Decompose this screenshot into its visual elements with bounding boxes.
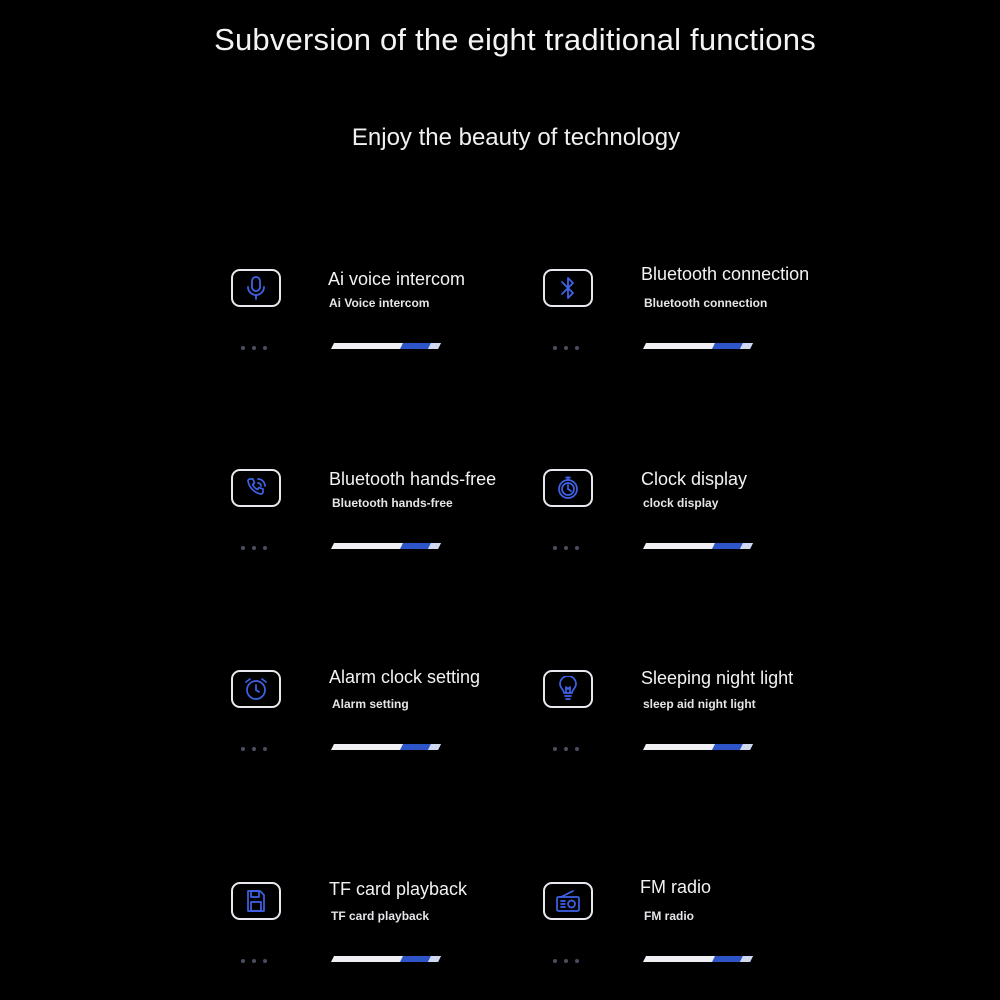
feature-alarm-clock-setting bbox=[231, 667, 531, 780]
progress-bar-decoration bbox=[331, 343, 441, 349]
feature-description: Bluetooth connection bbox=[644, 296, 768, 310]
pagination-dots bbox=[241, 747, 267, 751]
light-bulb-icon bbox=[543, 670, 593, 708]
feature-description: clock display bbox=[643, 496, 719, 510]
progress-bar-decoration bbox=[331, 744, 441, 750]
pagination-dots bbox=[553, 546, 579, 550]
feature-bluetooth-connection bbox=[543, 264, 843, 379]
bluetooth-icon bbox=[543, 269, 593, 307]
feature-name: Bluetooth connection bbox=[641, 264, 810, 284]
feature-name: Alarm clock setting bbox=[329, 667, 481, 687]
microphone-icon bbox=[231, 269, 281, 307]
feature-name: FM radio bbox=[640, 877, 712, 897]
feature-description: TF card playback bbox=[331, 909, 430, 923]
feature-name: Ai voice intercom bbox=[328, 269, 466, 289]
page-title: Subversion of the eight traditional functions bbox=[214, 22, 816, 57]
progress-bar-decoration bbox=[643, 956, 753, 962]
feature-name: Clock display bbox=[641, 469, 748, 489]
feature-clock-display bbox=[543, 469, 843, 579]
pagination-dots bbox=[241, 959, 267, 963]
feature-description: FM radio bbox=[644, 909, 694, 923]
progress-bar-decoration bbox=[643, 543, 753, 549]
feature-bluetooth-hands-free bbox=[231, 469, 531, 579]
feature-sleeping-night-light bbox=[543, 670, 843, 780]
feature-tf-card-playback bbox=[231, 879, 531, 992]
radio-icon bbox=[543, 882, 593, 920]
pagination-dots bbox=[241, 346, 267, 350]
sd-card-icon bbox=[231, 882, 281, 920]
progress-bar-decoration bbox=[331, 956, 441, 962]
feature-description: Bluetooth hands-free bbox=[332, 496, 453, 510]
feature-name: Sleeping night light bbox=[641, 668, 794, 688]
stopwatch-icon bbox=[543, 469, 593, 507]
feature-ai-voice-intercom bbox=[231, 269, 531, 379]
progress-bar-decoration bbox=[331, 543, 441, 549]
feature-description: Ai Voice intercom bbox=[329, 296, 430, 310]
pagination-dots bbox=[553, 747, 579, 751]
feature-name: Bluetooth hands-free bbox=[329, 469, 497, 489]
pagination-dots bbox=[241, 546, 267, 550]
phone-call-icon bbox=[231, 469, 281, 507]
feature-name: TF card playback bbox=[329, 879, 468, 899]
pagination-dots bbox=[553, 959, 579, 963]
progress-bar-decoration bbox=[643, 343, 753, 349]
page-subtitle: Enjoy the beauty of technology bbox=[351, 124, 681, 151]
feature-fm-radio bbox=[543, 877, 843, 992]
progress-bar-decoration bbox=[643, 744, 753, 750]
pagination-dots bbox=[553, 346, 579, 350]
alarm-clock-icon bbox=[231, 670, 281, 708]
feature-description: Alarm setting bbox=[332, 697, 409, 711]
feature-description: sleep aid night light bbox=[643, 697, 756, 711]
